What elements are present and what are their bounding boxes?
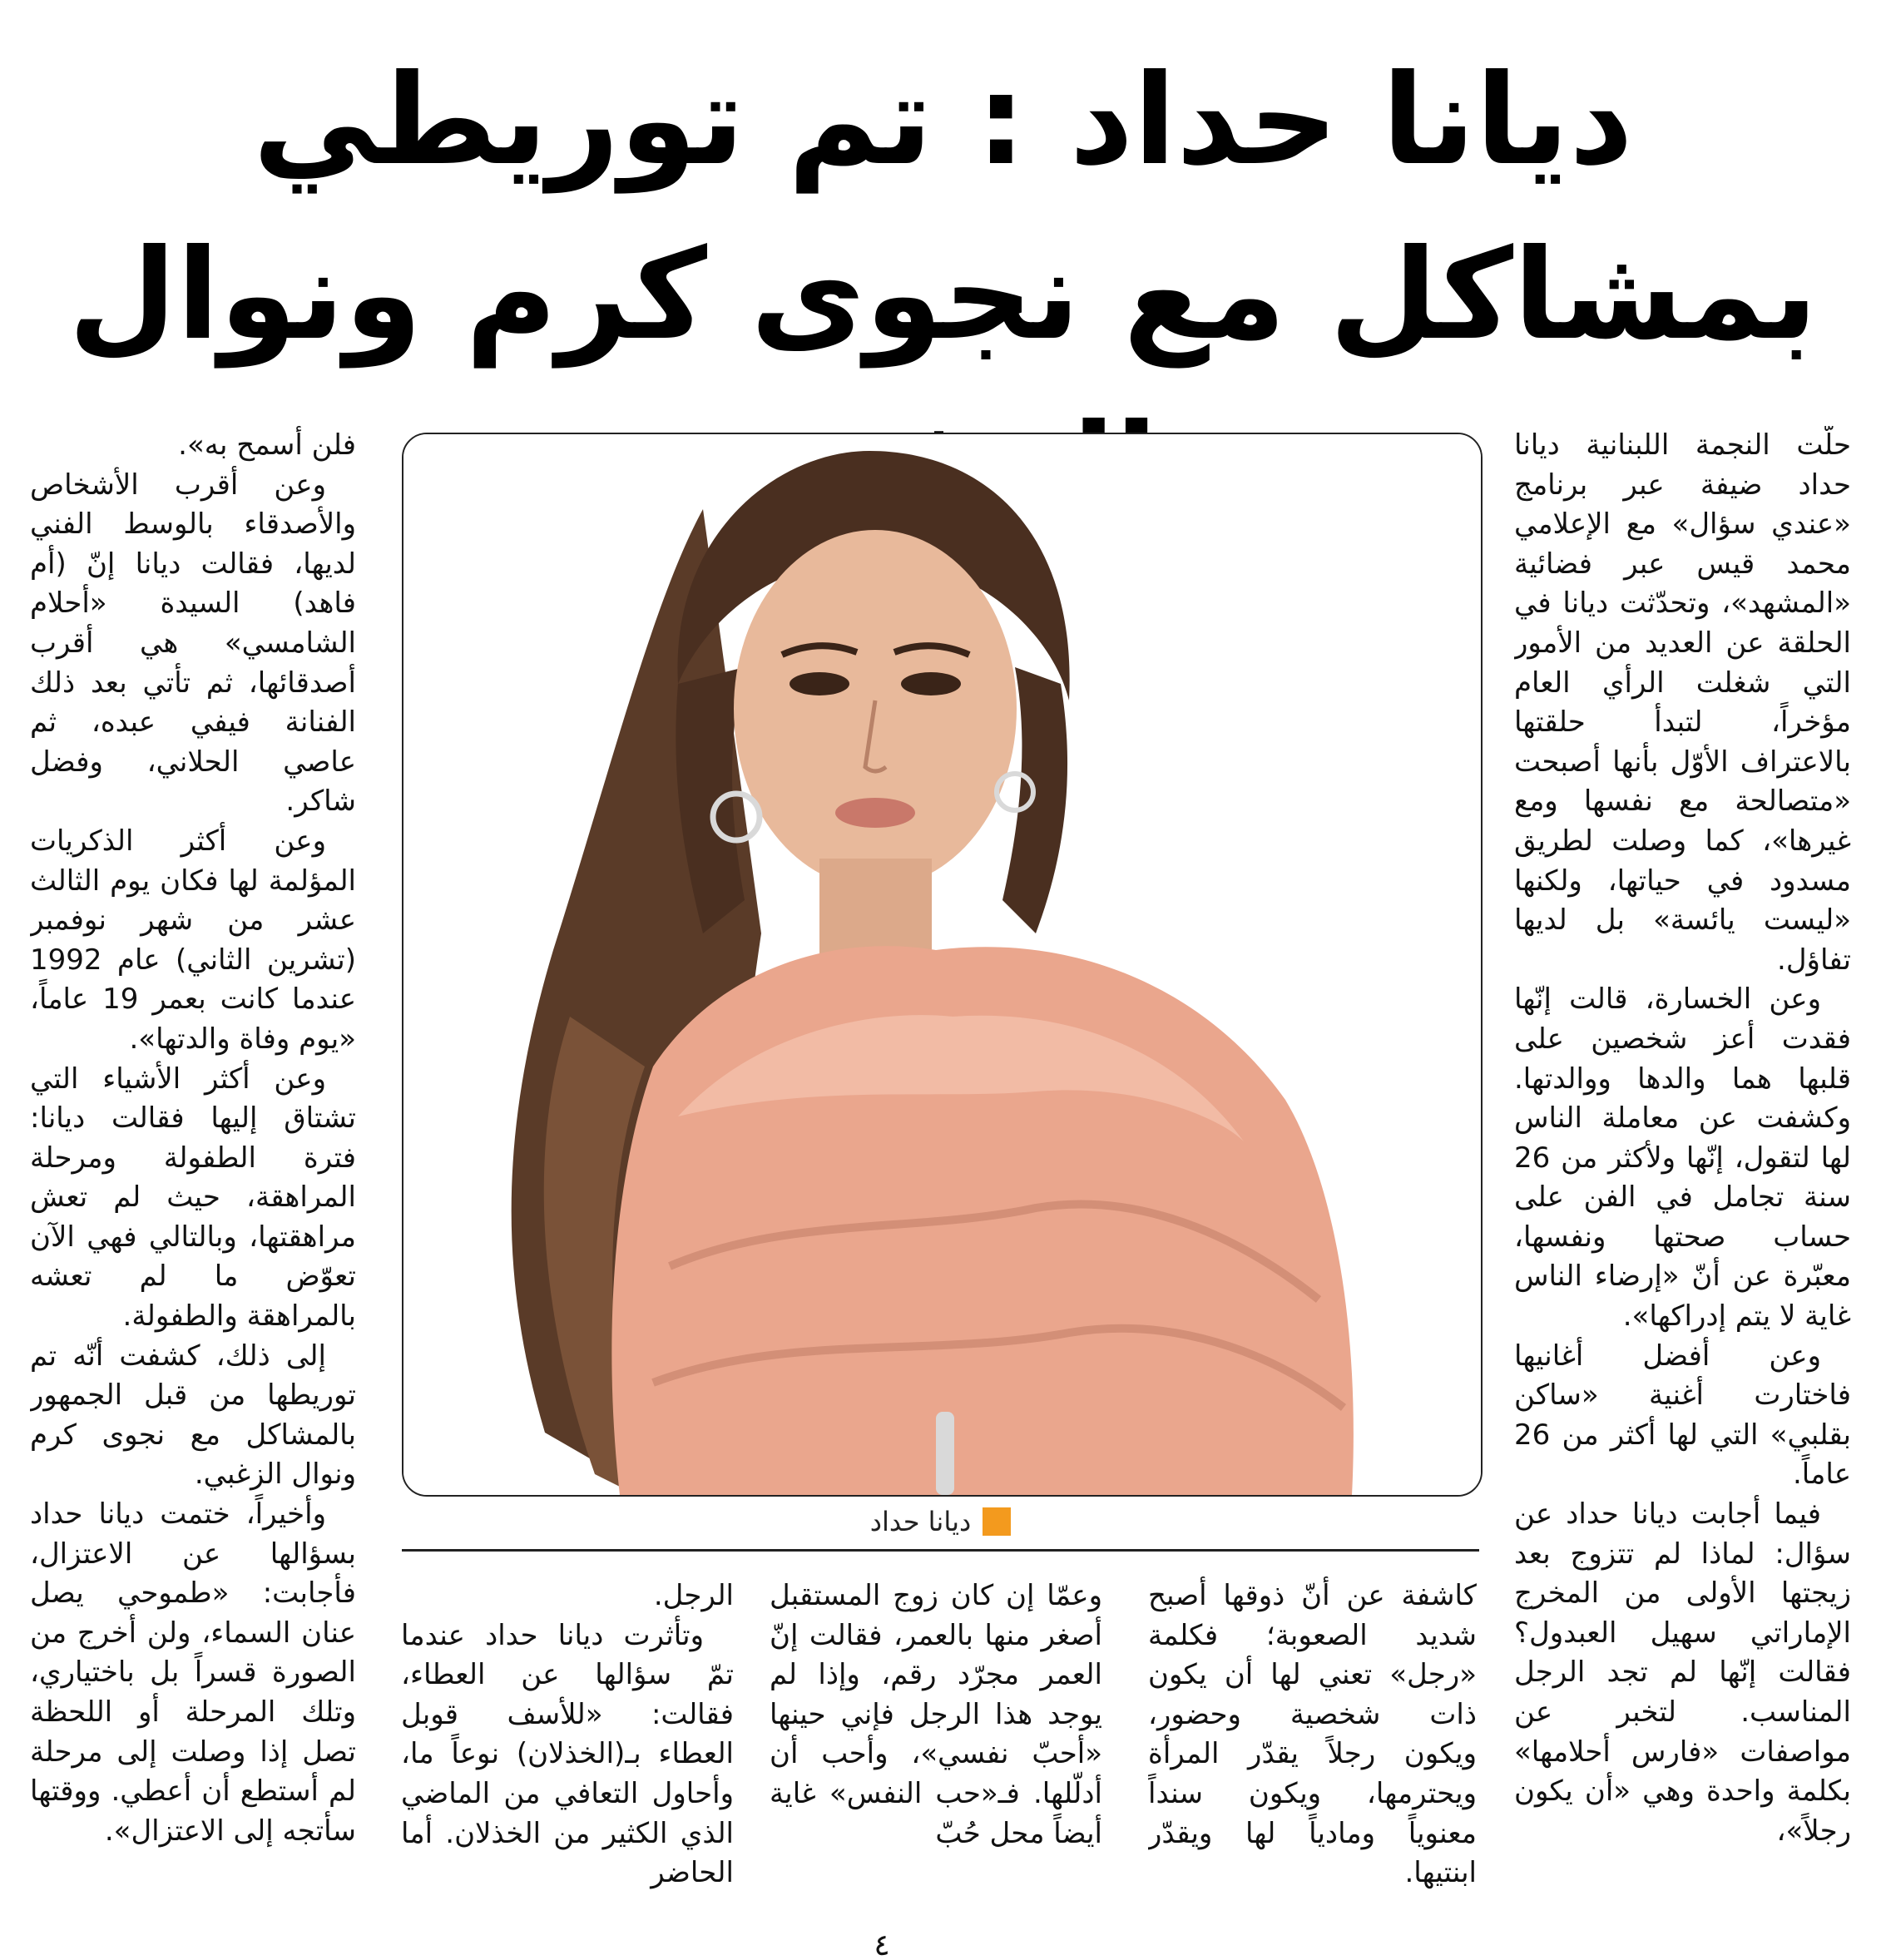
paragraph: وتأثرت ديانا حداد عندما تمّ سؤالها عن العطاء، فقالت: «للأسف قوبل العطاء بـ(الخذلان) نوعاً ما، وأحاول التعافي من الماضي الذي الكثير من الخذلان. أما الحاضر (401, 1618, 734, 1890)
paragraph: حلّت النجمة اللبنانية ديانا حداد ضيفة عبر برنامج «عندي سؤال» مع الإعلامي محمد قيس عبر فضائية «المشهد»، وتحدّثت ديانا في الحلقة عن العديد من الأمور التي شغلت الرأي العام مؤخراً، لتبدأ حلقتها بالاعتراف الأوّل بأنها أصبحت «متصالحة مع نفسها ومع غيرها»، كما وصلت لطريق مسدود في حياتها، ولكنها «ليست يائسة» بل لديها تفاؤل. (1514, 428, 1851, 977)
paragraph: كاشفة عن أنّ ذوقها أصبح شديد الصعوبة؛ فكلمة «رجل» تعني لها أن يكون ذات شخصية وحضور، ويكون رجلاً يقدّر المرأة ويحترمها، ويكون سنداً معنوياً ومادياً لها ويقدّر ابنتيها. (1148, 1579, 1477, 1890)
article-photo (402, 433, 1483, 1497)
photo-caption (402, 1502, 1479, 1541)
paragraph: وعن أفضل أغانيها فاختارت أغنية «ساكن بقلبي» التي لها أكثر من 26 عاماً. (1514, 1339, 1851, 1492)
divider (402, 1549, 1479, 1552)
paragraph: إلى ذلك، كشفت أنّه تم توريطها من قبل الجمهور بالمشاكل مع نجوى كرم ونوال الزغبي. (30, 1339, 356, 1492)
photo-caption-text: ديانا حداد (869, 1506, 972, 1537)
paragraph: وعن أكثر الأشياء التي تشتاق إليها فقالت ديانا: فترة الطفولة ومرحلة المراهقة، حيث لم تعش مراهقتها، وبالتالي فهي الآن تعوّض ما لم تعشه بالمراهقة والطفولة. (30, 1062, 356, 1334)
paragraph: فيما أجابت ديانا حداد عن سؤال: لماذا لم تتزوج بعد زيجتها الأولى من المخرج الإماراتي سهيل العبدول؟ فقالت إنّها لم تجد الرجل المناسب. لتخبر عن مواصفات «فارس أحلامها» بكلمة واحدة وهي «أن يكون رجلاً»، (1514, 1497, 1851, 1848)
caption-marker (983, 1507, 1011, 1536)
article-column-right (1514, 426, 1851, 1923)
portrait-illustration (403, 434, 1481, 1495)
headline: ديانا حداد : تم توريطي بمشاكل مع نجوى كرم ونوال (68, 48, 1818, 368)
paragraph: الرجل. (653, 1579, 734, 1612)
article-column-bottom-2 (770, 1576, 1102, 1926)
article-column-bottom-1 (1148, 1576, 1477, 1926)
paragraph: وعن الخسارة، قالت إنّها فقدت أعز شخصين على قلبها هما والدها ووالدتها. وكشفت عن معاملة الناس لها لتقول، إنّها ولأكثر من 26 سنة تجامل في الفن على حساب صحتها ونفسها، معبّرة عن أنّ «إرضاء الناس غاية لا يتم إدراكها». (1514, 982, 1851, 1334)
page-number: ٤ (874, 1928, 890, 1958)
article-column-bottom-3 (401, 1576, 734, 1926)
paragraph: فلن أسمح به». (178, 428, 356, 462)
paragraph: وعمّا إن كان زوج المستقبل أصغر منها بالعمر، فقالت إنّ العمر مجرّد رقم، وإذا لم يوجد هذا الرجل فإني حينها «أحبّ نفسي»، وأحب أن أدلّلها. فـ«حب النفس» غاية أيضاً محل حُبّ (770, 1579, 1102, 1850)
paragraph: وعن أكثر الذكريات المؤلمة لها فكان يوم الثالث عشر من شهر نوفمبر (تشرين الثاني) عام 1992 عندما كانت بعمر 19 عاماً، «يوم وفاة والدتها». (30, 824, 356, 1056)
paragraph: وعن أقرب الأشخاص والأصدقاء بالوسط الفني لديها، فقالت ديانا إنّ (أم فاهد) السيدة «أحلام الشامسي» هي أقرب أصدقائها، ثم تأتي بعد ذلك الفنانة فيفي عبده، ثم عاصي الحلاني، وفضل شاكر. (30, 468, 356, 819)
paragraph: وأخيراً، ختمت ديانا حداد بسؤالها عن الاعتزال، فأجابت: «طموحي يصل عنان السماء، ولن أخرج من الصورة قسراً بل باختياري، وتلك المرحلة أو اللحظة تصل إذا وصلت إلى مرحلة لم أستطع أن أعطي. ووقتها سأتجه إلى الاعتزال». (30, 1497, 356, 1848)
article-column-left (30, 426, 356, 1923)
